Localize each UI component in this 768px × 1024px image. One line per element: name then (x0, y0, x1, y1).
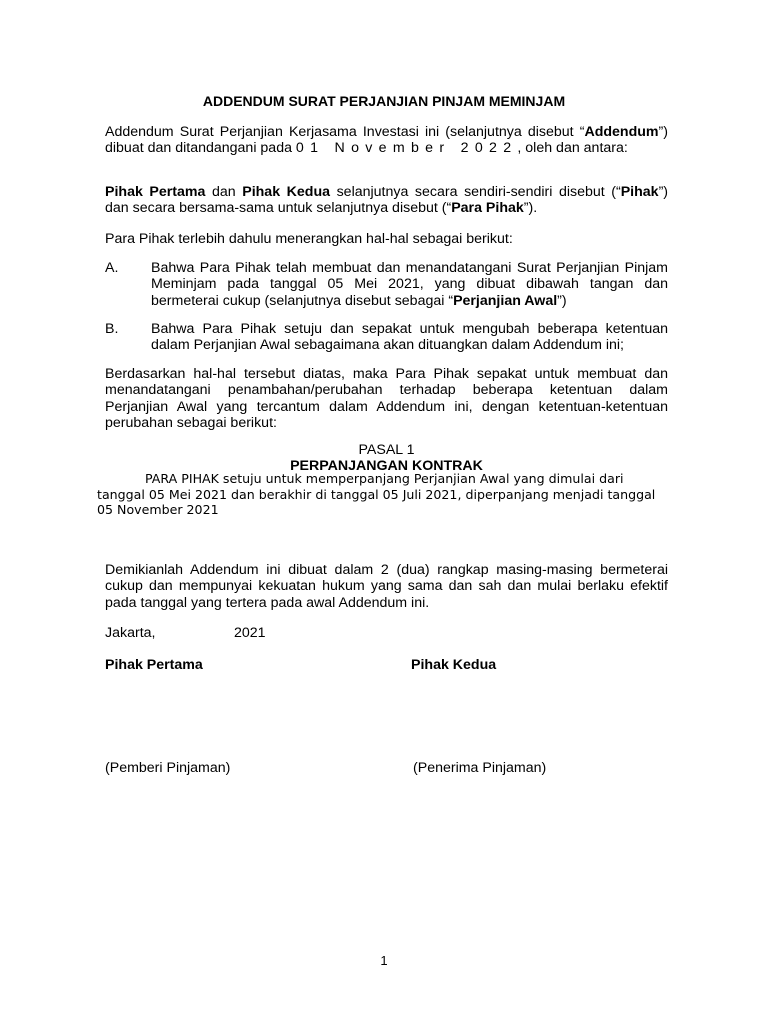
pasal-title: PERPANJANGAN KONTRAK (290, 458, 483, 474)
parties-pihak-term: Pihak (620, 184, 659, 200)
item-a-text (151, 260, 668, 309)
item-a-tail: ”) (557, 292, 567, 309)
intro-paragraph (105, 124, 668, 157)
item-b-text: Bahwa Para Pihak setuju dan sepakat untuk mengubah beberapa ketentuan dalam Perjanjian Awal sebagaimana akan dituangkan dalam Addendum ini; (151, 321, 668, 354)
intro-text-3: , oleh dan antara: (517, 140, 628, 157)
second-party-role: (Penerima Pinjaman) (413, 760, 547, 776)
parties-text-1: dan (205, 184, 243, 200)
pasal-number: PASAL 1 (358, 442, 415, 458)
document-title: ADDENDUM SURAT PERJANJIAN PINJAM MEMINJAM (202, 93, 566, 109)
closing-paragraph: Demikianlah Addendum ini dibuat dalam 2 (dua) rangkap masing-masing bermeterai cukup dan mempunyai kekuatan hukum yang sama dan sah dan mulai berlaku efektif pada tanggal yang tertera pada awal Addendum ini. (105, 562, 668, 611)
parties-text-4: ”). (523, 200, 538, 217)
item-a-body: Bahwa Para Pihak telah membuat dan menandatangani Surat Perjanjian Pinjam Meminjam pada tanggal 05 Mei 2021, yang dibuat dibawah tangan dan bermeterai cukup (selanjutnya disebut sebagai “ (151, 260, 668, 309)
intro-text-2: ”) dibuat dan ditandangani pada (105, 124, 668, 157)
parties-first-party: Pihak Pertama (105, 184, 206, 200)
page-number: 1 (380, 953, 388, 968)
signing-year: 2021 (234, 625, 266, 641)
item-b-label: B. (105, 321, 119, 337)
recital-paragraph: Berdasarkan hal-hal tersebut diatas, maka Para Pihak sepakat untuk membuat dan menandatangani penambahan/perubahan terhadap beberapa ketentuan dalam Perjanjian Awal yang tercantum dalam Addendum ini, dengan ketentuan-ketentuan perubahan sebagai berikut: (105, 366, 668, 431)
item-a-label: A. (105, 260, 119, 276)
pasal-body: PARA PIHAK setuju untuk memperpanjang Perjanjian Awal yang dimulai dari tanggal 05 Mei 2021 dan berakhir di tanggal 05 Juli 2021, diperpanjang menjadi tanggal 05 November 2021 (97, 471, 656, 518)
intro-text-1: Addendum Surat Perjanjian Kerjasama Investasi ini (selanjutnya disebut “ (105, 124, 585, 140)
first-party-role: (Pemberi Pinjaman) (105, 760, 231, 776)
parties-second-party: Pihak Kedua (242, 184, 331, 200)
intro-date: 01 November 2022 (295, 140, 518, 157)
first-party-signature-label: Pihak Pertama (105, 657, 203, 673)
parties-text-3: ”) dan secara bersama-sama untuk selanjutnya disebut (“ (105, 184, 669, 217)
item-a-bold-term: Perjanjian Awal (453, 292, 558, 309)
signing-place: Jakarta, (105, 625, 156, 641)
parties-paragraph (105, 184, 668, 217)
second-party-signature-label: Pihak Kedua (411, 657, 497, 673)
parties-para-pihak-term: Para Pihak (451, 200, 524, 217)
intro-addendum-term: Addendum (584, 124, 659, 140)
lead-sentence: Para Pihak terlebih dahulu menerangkan hal-hal sebagai berikut: (105, 231, 513, 247)
parties-text-2: selanjutnya secara sendiri-sendiri disebut (“ (330, 184, 621, 200)
